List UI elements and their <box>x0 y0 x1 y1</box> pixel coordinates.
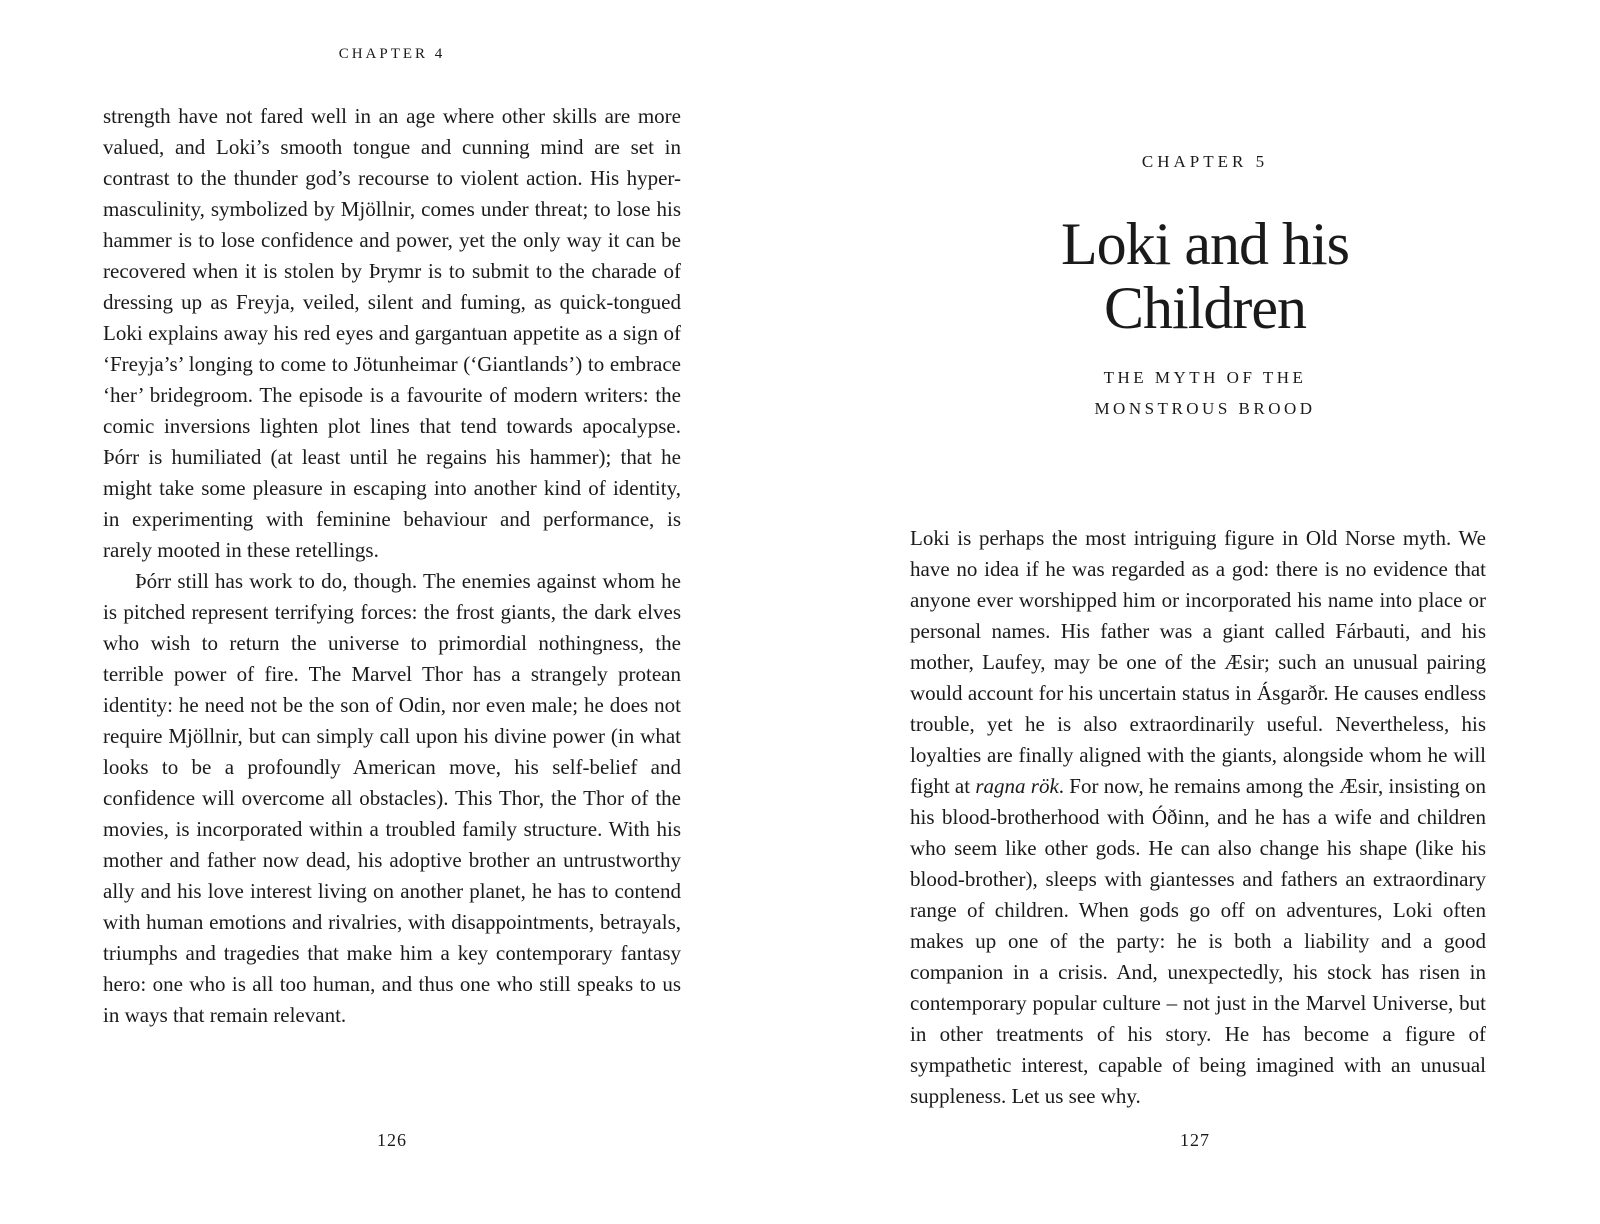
right-page <box>800 0 1600 1224</box>
body-text <box>910 523 1486 1112</box>
chapter-title <box>930 212 1480 340</box>
paragraph <box>910 523 1486 1112</box>
subtitle-line: MONSTROUS BROOD <box>1094 399 1316 418</box>
page-number: 127 <box>1180 1130 1210 1150</box>
text-run: Loki is perhaps the most intriguing figure in Old Norse myth. We have no idea if he was regarded as a god: there is no evidence that anyone ever worshipped him or incorporated his name into place or personal names. His father was a giant called Fárbauti, and his mother, Laufey, may be one of the Æsir; such an unusual pairing would account for his uncertain status in Ásgarðr. He causes endless trouble, yet he is also extraordinarily useful. Nevertheless, his loyalties are finally aligned with the giants, alongside whom he will fight at <box>910 526 1486 798</box>
subtitle-line: THE MYTH OF THE <box>1103 368 1307 387</box>
chapter-subtitle <box>930 362 1480 424</box>
body-text <box>103 101 681 1031</box>
chapter-title-line: Children <box>1104 275 1306 341</box>
page-number: 126 <box>377 1130 407 1150</box>
text-run: . For now, he remains among the Æsir, insisting on his blood-brotherhood with Óðinn, and he has a wife and children who seem like other gods. He can also change his shape (like his blood-brother), sleeps with giantesses and fathers an extraordinary range of children. When gods go off on adventures, Loki often makes up one of the party: he is both a liability and a good companion in a crisis. And, unexpectedly, his stock has risen in contemporary popular culture – not just in the Marvel Universe, but in other treatments of his story. He has become a figure of sympathetic interest, capable of being imagined with an unusual suppleness. Let us see why. <box>910 774 1486 1108</box>
paragraph: strength have not fared well in an age where other skills are more valued, and Loki’s smooth tongue and cunning mind are set in contrast to the thunder god’s recourse to violent action. His hyper-masculinity, symbolized by Mjöllnir, comes under threat; to lose his hammer is to lose confidence and power, yet the only way it can be recovered when it is stolen by Þrymr is to submit to the charade of dressing up as Freyja, veiled, silent and fuming, as quick-tongued Loki explains away his red eyes and gargantuan appetite as a sign of ‘Freyja’s’ longing to come to Jötunheimar (‘Giantlands’) to embrace ‘her’ bridegroom. The episode is a favourite of modern writers: the comic inversions lighten plot lines that tend towards apocalypse. Þórr is humiliated (at least until he regains his hammer); that he might take some pleasure in escaping into another kind of identity, in experimenting with feminine behaviour and performance, is rarely mooted in these retellings. <box>103 104 681 562</box>
chapter-title-line: Loki and his <box>1061 211 1349 277</box>
chapter-label: CHAPTER 5 <box>1141 152 1269 171</box>
paragraph: Þórr still has work to do, though. The enemies against whom he is pitched represent terrifying forces: the frost giants, the dark elves who wish to return the universe to primordial nothingness, the terrible power of fire. The Marvel Thor has a strangely protean identity: he need not be the son of Odin, nor even male; he does not require Mjöllnir, but can simply call upon his divine power (in what looks to be a profoundly American move, his self-belief and confidence will overcome all obstacles). This Thor, the Thor of the movies, is incorporated within a troubled family structure. With his mother and father now dead, his adoptive brother an untrustworthy ally and his love interest living on another planet, he has to contend with human emotions and rivalries, with disappointments, betrayals, triumphs and tragedies that make him a key contemporary fantasy hero: one who is all too human, and thus one who still speaks to us in ways that remain relevant. <box>103 569 681 1027</box>
italic-term: ragna rök <box>975 774 1059 798</box>
running-head: CHAPTER 4 <box>338 46 446 62</box>
